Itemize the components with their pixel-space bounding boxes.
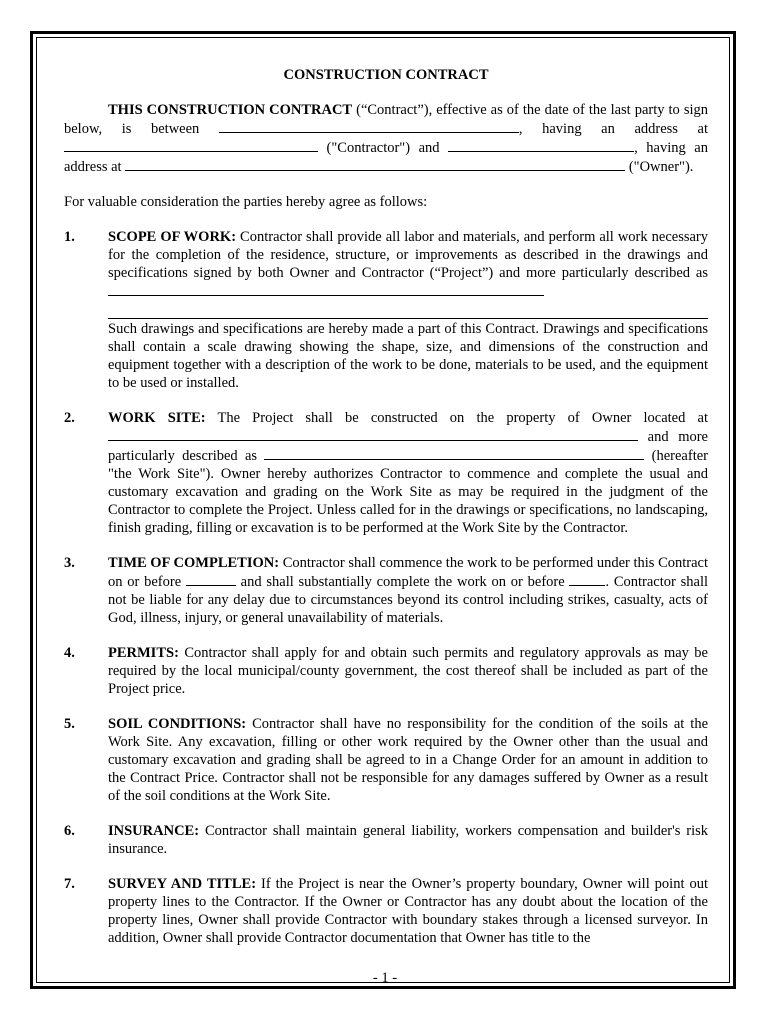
section-body <box>108 554 708 627</box>
start-date-blank[interactable] <box>186 572 236 586</box>
owner-address-blank[interactable] <box>125 157 625 171</box>
section-heading: SCOPE OF WORK: <box>108 229 237 245</box>
section-heading: TIME OF COMPLETION: <box>108 555 280 571</box>
section-number: 2. <box>64 410 75 426</box>
section-body <box>108 822 708 858</box>
section-body <box>108 409 708 537</box>
section-number: 6. <box>64 823 75 839</box>
section-text-3: (hereafter "the Work Site"). Owner hereby authorizes Contractor to commence and complete the usual and customary excavation and grading on the Work Site as may be required in the judgment of the Contractor to complete the Project. Unless called for in the drawings or specifications, no landscaping, finish grading, filling or excavation is to be performed at the Work Site by the Contractor. <box>108 448 708 536</box>
completion-date-blank[interactable] <box>569 572 605 586</box>
section-heading: PERMITS: <box>108 645 179 661</box>
page-number: - 1 - <box>372 970 398 986</box>
section-body <box>108 644 708 698</box>
work-site-description-blank[interactable] <box>264 446 644 460</box>
owner-name-blank[interactable] <box>448 138 634 152</box>
section-text: The Project shall be constructed on the property of Owner located at <box>205 410 708 426</box>
section-text: Contractor shall maintain general liability, workers compensation and builder's risk insurance. <box>108 823 708 857</box>
intro-text-3: ("Contractor") and <box>318 140 449 156</box>
section-heading: INSURANCE: <box>108 823 200 839</box>
section-number: 1. <box>64 229 75 245</box>
section-number: 7. <box>64 876 75 892</box>
document-title: CONSTRUCTION CONTRACT <box>283 67 489 83</box>
section-text-2: and shall substantially complete the work on or before <box>235 574 570 590</box>
intro-text-2: , having an address at <box>518 121 708 137</box>
section-text-2: and more particularly described as <box>108 429 708 464</box>
section-text: Contractor shall have no responsibility for the condition of the soils at the Work Site. Any excavation, filling or other work required by the Owner other than the usual and customary excavation and grading shall be agreed to in a Change Order for an amount in addition to the Contract Price. Contractor shall not be responsible for any damages suffered by Owner as a result of the soil conditions at the Work Site. <box>108 716 709 804</box>
contract-document <box>64 66 708 947</box>
section-survey-and-title <box>64 875 708 947</box>
section-text: If the Project is near the Owner’s property boundary, Owner will point out property lines to the Contractor. If the Owner or Contractor has any doubt about the location of the property lines, Owner shall provide Contractor with boundary stakes through a licensed surveyor. In addition, Owner shall provide Contractor documentation that Owner has title to the <box>108 876 708 946</box>
section-text: Contractor shall apply for and obtain such permits and regulatory approvals as may be required by the local municipal/county government, the cost thereof shall be included as part of the Project price. <box>108 645 708 697</box>
section-scope-of-work <box>64 228 708 392</box>
section-body-continued: Such drawings and specifications are hereby made a part of this Contract. Drawings and specifications shall contain a scale drawing showing the shape, size, and dimensions of the construction and equipment together with a description of the work to be done, materials to be used, and the equipment to be used or installed. <box>108 321 708 391</box>
intro-text-4: , having an address at <box>64 140 708 175</box>
section-work-site <box>64 409 708 537</box>
section-body <box>108 875 708 947</box>
section-permits <box>64 644 708 698</box>
section-text: Contractor shall provide all labor and materials, and perform all work necessary for the completion of the residence, structure, or improvements as described in the drawings and specifications signed by both Owner and Contractor (“Project”) and more particularly described as <box>108 229 708 281</box>
section-body <box>108 228 708 301</box>
intro-text-5: ("Owner"). <box>625 159 694 175</box>
section-number: 5. <box>64 716 75 732</box>
section-insurance <box>64 822 708 858</box>
section-body <box>108 715 708 805</box>
intro-paragraph <box>64 101 708 176</box>
section-number: 4. <box>64 645 75 661</box>
contractor-address-blank[interactable] <box>64 138 318 152</box>
section-text: Contractor shall commence the work to be performed under this Contract on or before <box>108 555 708 590</box>
section-heading: WORK SITE: <box>108 410 206 426</box>
section-text-3: . Contractor shall not be liable for any delay due to circumstances beyond its control including strikes, casualty, acts of God, illness, injury, or general unavailability of materials. <box>108 574 709 626</box>
project-description-line[interactable] <box>108 301 708 319</box>
work-site-location-blank[interactable] <box>108 427 638 441</box>
contractor-name-blank[interactable] <box>219 119 519 133</box>
consideration-text: For valuable consideration the parties hereby agree as follows: <box>64 194 428 210</box>
intro-text-1: (“Contract”), effective as of the date of the last party to sign below, is between <box>64 102 708 137</box>
section-soil-conditions <box>64 715 708 805</box>
section-heading: SOIL CONDITIONS: <box>108 716 247 732</box>
project-description-blank[interactable] <box>108 282 544 296</box>
section-time-of-completion <box>64 554 708 627</box>
section-number: 3. <box>64 555 75 571</box>
intro-lead: THIS CONSTRUCTION CONTRACT <box>108 102 353 118</box>
section-heading: SURVEY AND TITLE: <box>108 876 257 892</box>
